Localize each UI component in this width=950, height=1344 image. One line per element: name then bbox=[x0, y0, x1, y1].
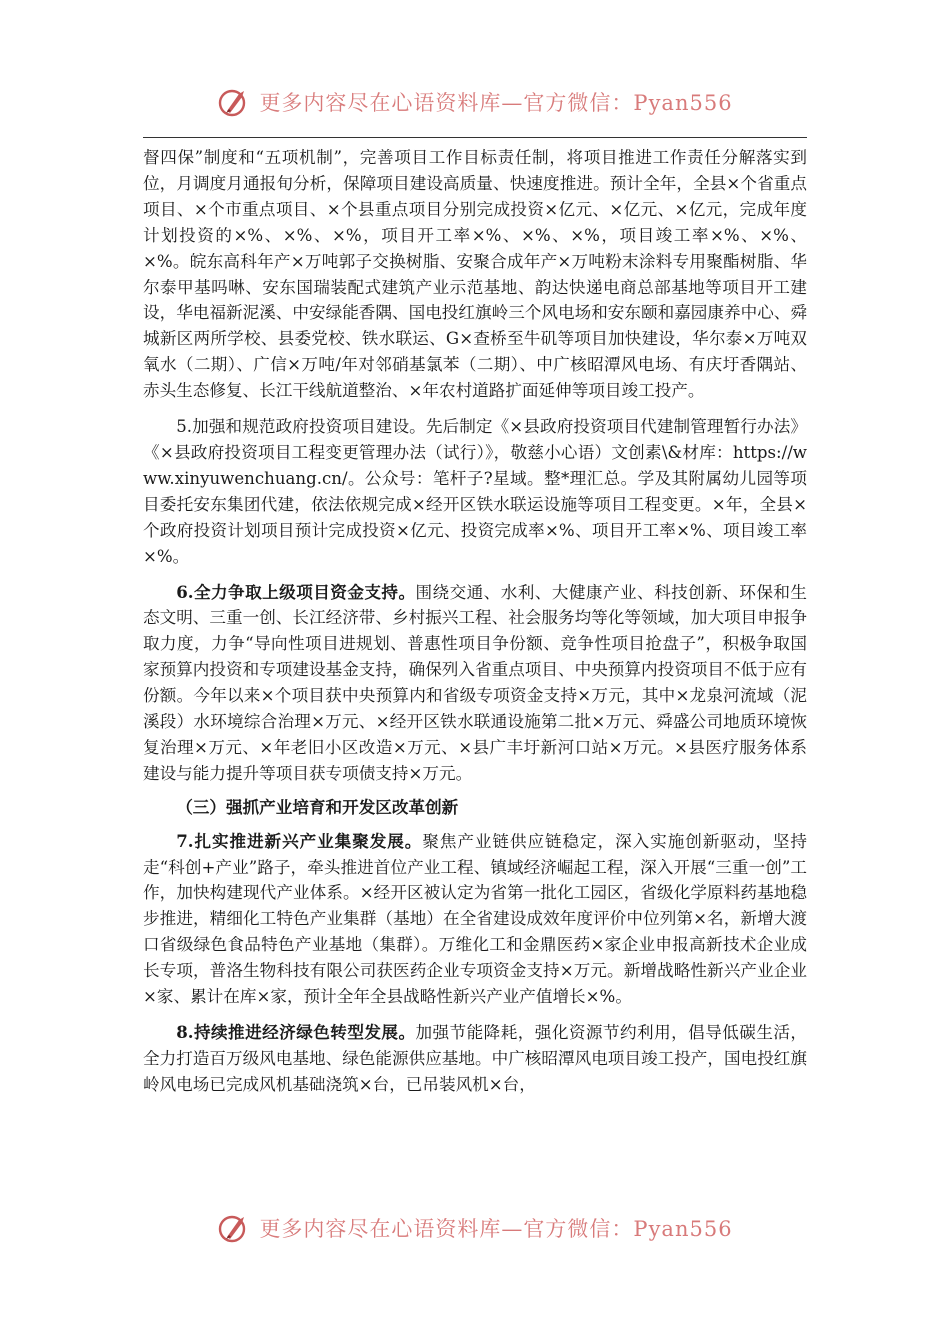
item-6-body: 围绕交通、水利、大健康产业、科技创新、环保和生态文明、三重一创、长江经济带、乡村振兴工程、社会服务均等化等领域，加大项目申报争取力度，力争“导向性项目进规划、普惠性项目争份额、竞争性项目抢盘子”，积极争取国家预算内投资和专项建设基金支持，确保列入省重点项目、中央预算内投资项目不低于应有份额。今年以来×个项目获中央预算内和省级专项资金支持×万元，其中×龙泉河流域（泥溪段）水环境综合治理×万元、×经开区铁水联通设施第二批×万元、舜盛公司地质环境恢复治理×万元、×年老旧小区改造×万元、×县广丰圩新河口站×万元。×县医疗服务体系建设与能力提升等项目获专项债支持×万元。 bbox=[143, 582, 807, 783]
paragraph-item-6 bbox=[143, 580, 807, 787]
header-divider bbox=[143, 137, 807, 138]
header-watermark-banner bbox=[0, 82, 950, 122]
pen-logo-icon bbox=[217, 1211, 251, 1245]
paragraph-continued: 督四保”制度和“五项机制”，完善项目工作目标责任制，将项目推进工作责任分解落实到位，月调度月通报旬分析，保障项目建设高质量、快速度推进。预计全年，全县×个省重点项目、×个市重点项目、×个县重点项目分别完成投资×亿元、×亿元、×亿元，完成年度计划投资的×%、×%、×%，项目开工率×%、×%、×%，项目竣工率×%、×%、×%。皖东高科年产×万吨郭子交换树脂、安聚合成年产×万吨粉末涂料专用聚酯树脂、华尔泰甲基吗啉、安东国瑞装配式建筑产业示范基地、韵达快递电商总部基地等项目开工建设，华电福新泥溪、中安绿能香隅、国电投红旗岭三个风电场和安东颐和嘉园康养中心、舜城新区两所学校、县委党校、铁水联运、G×查桥至牛矶等项目加快建设，华尔泰×万吨双氧水（二期）、广信×万吨/年对邻硝基氯苯（二期）、中广核昭潭风电场、有庆圩香隅站、赤头生态修复、长江干线航道整治、×年农村道路扩面延伸等项目竣工投产。 bbox=[143, 148, 807, 401]
footer-watermark-banner bbox=[0, 1208, 950, 1248]
paragraph-item-8 bbox=[143, 1020, 807, 1098]
item-6-heading: 6.全力争取上级项目资金支持。 bbox=[176, 581, 416, 602]
item-7-heading: 7.扎实推进新兴产业集聚发展。 bbox=[176, 830, 423, 851]
footer-watermark-text: 更多内容尽在心语资料库—官方微信：Pyan556 bbox=[259, 1217, 733, 1241]
item-8-body: 加强节能降耗，强化资源节约利用，倡导低碳生活，全力打造百万级风电基地、绿色能源供应基地。中广核昭潭风电项目竣工投产，国电投红旗岭风电场已完成风机基础浇筑×台，已吊装风机×台， bbox=[143, 1023, 807, 1094]
paragraph-item-7 bbox=[143, 829, 807, 1010]
item-7-body: 聚焦产业链供应链稳定，深入实施创新驱动，坚持走“科创+产业”路子，牵头推进首位产业工程、镇域经济崛起工程，深入开展“三重一创”工作，加快构建现代产业体系。×经开区被认定为省第一批化工园区，省级化学原料药基地稳步推进，精细化工特色产业集群（基地）在全省建设成效年度评价中位列第×名，新增大渡口省级绿色食品特色产业基地（集群）。万维化工和金鼎医药×家企业申报高新技术企业成长专项，普洛生物科技有限公司获医药企业专项资金支持×万元。新增战略性新兴产业企业×家、累计在库×家，预计全年全县战略性新兴产业产值增长×%。 bbox=[143, 831, 807, 1007]
paragraph-item-5: 5.加强和规范政府投资项目建设。先后制定《×县政府投资项目代建制管理暂行办法》《×县政府投资项目工程变更管理办法（试行）》，敬慈小心语）文创素\&材库：https://www.xinyuwenchuang.cn/。公众号：笔杆子?星域。整*理汇总。学及其附属幼儿园等项目委托安东集团代建，依法依规完成×经开区铁水联运设施等项目工程变更。×年，全县×个政府投资计划项目预计完成投资×亿元、投资完成率×%、项目开工率×%、项目竣工率×%。 bbox=[143, 417, 807, 566]
document-body bbox=[143, 145, 807, 1098]
pen-logo-icon bbox=[217, 85, 251, 119]
section-3-heading: （三）强抓产业培育和开发区改革创新 bbox=[176, 796, 459, 817]
header-watermark-text: 更多内容尽在心语资料库—官方微信：Pyan556 bbox=[259, 91, 733, 115]
item-8-heading: 8.持续推进经济绿色转型发展。 bbox=[176, 1022, 416, 1042]
